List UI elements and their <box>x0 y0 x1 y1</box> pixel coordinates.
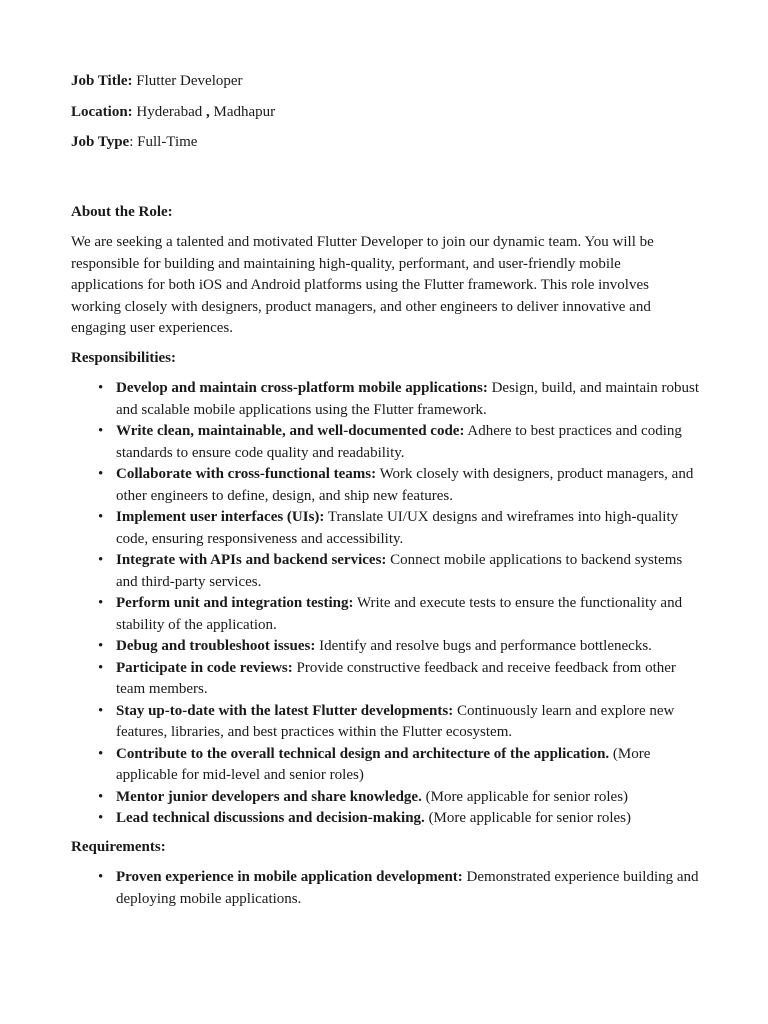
job-type-label: Job Type <box>71 134 130 150</box>
list-item <box>71 867 701 910</box>
list-item-text: Work closely with designers, product managers, and other engineers to define, design, and ship new features. <box>116 466 694 504</box>
requirements-list <box>71 867 701 910</box>
list-item-text: Continuously learn and explore new features, libraries, and best practices within the Flutter ecosystem. <box>116 702 675 740</box>
list-item-text: Demonstrated experience building and deploying mobile applications. <box>116 869 699 907</box>
list-item-title: Lead technical discussions and decision-making. <box>116 810 425 826</box>
list-item-title: Stay up-to-date with the latest Flutter developments: <box>116 702 454 719</box>
about-heading: About the Role: <box>71 204 173 220</box>
list-item-text: Identify and resolve bugs and performance bottlenecks. <box>315 638 652 654</box>
list-item <box>71 787 701 809</box>
list-item-text: Adhere to best practices and coding standards to ensure code quality and readability. <box>116 423 682 461</box>
responsibilities-heading: Responsibilities: <box>71 350 177 366</box>
list-item <box>71 744 701 787</box>
list-item-title: Proven experience in mobile application development: <box>116 869 463 885</box>
list-item-title: Integrate with APIs and backend services: <box>116 552 387 568</box>
location-label: Location: <box>71 104 133 120</box>
job-title-label: Job Title: <box>71 73 133 89</box>
location-separator: , <box>205 104 210 120</box>
list-item <box>71 421 701 464</box>
list-item <box>71 808 701 830</box>
about-paragraph: We are seeking a talented and motivated Flutter Developer to join our dynamic team. You will be responsible for building and maintaining high-quality, performant, and user-friendly mobile applications for both iOS and Android platforms using the Flutter framework. This role involves working closely with designers, product managers, and other engineers to deliver innovative and engaging user experiences. <box>71 234 654 336</box>
list-item-text: Provide constructive feedback and receive feedback from other team members. <box>116 659 676 697</box>
list-item <box>71 550 701 593</box>
requirements-heading: Requirements: <box>71 839 166 855</box>
list-item-title: Implement user interfaces (UIs): <box>116 509 325 525</box>
list-item-title: Develop and maintain cross-platform mobile applications: <box>116 380 488 396</box>
list-item-text: Write and execute tests to ensure the functionality and stability of the application. <box>116 595 683 633</box>
list-item-text: (More applicable for mid-level and senior roles) <box>116 745 651 783</box>
list-item-title: Perform unit and integration testing: <box>116 595 354 611</box>
list-item <box>71 507 701 550</box>
list-item-title: Participate in code reviews: <box>116 659 293 676</box>
list-item-text: (More applicable for senior roles) <box>421 788 629 805</box>
list-item <box>71 701 701 744</box>
job-title-value: Flutter Developer <box>136 73 243 89</box>
list-item <box>71 378 701 421</box>
list-item-text: Connect mobile applications to backend systems and third-party services. <box>116 552 683 590</box>
list-item <box>71 593 701 636</box>
responsibilities-list <box>71 378 701 830</box>
job-title-line <box>71 71 243 93</box>
list-item-title: Contribute to the overall technical design and architecture of the application. <box>116 745 610 762</box>
list-item-text: (More applicable for senior roles) <box>424 810 631 826</box>
list-item-title: Collaborate with cross-functional teams: <box>116 466 377 482</box>
list-item <box>71 464 701 507</box>
list-item-title: Mentor junior developers and share knowledge. <box>116 788 422 805</box>
list-item-title: Write clean, maintainable, and well-documented code: <box>116 423 465 439</box>
list-item-text: Design, build, and maintain robust and scalable mobile applications using the Flutter framework. <box>116 380 700 418</box>
list-item <box>71 658 701 701</box>
job-type-line <box>71 132 197 154</box>
location-city: Hyderabad <box>136 104 203 120</box>
location-area: Madhapur <box>213 104 276 120</box>
list-item-title: Debug and troubleshoot issues: <box>116 638 316 654</box>
job-type-value: : Full-Time <box>129 134 198 150</box>
list-item-text: Translate UI/UX designs and wireframes into high-quality code, ensuring responsiveness and accessibility. <box>116 509 679 547</box>
list-item <box>71 636 701 658</box>
location-line <box>71 102 275 124</box>
